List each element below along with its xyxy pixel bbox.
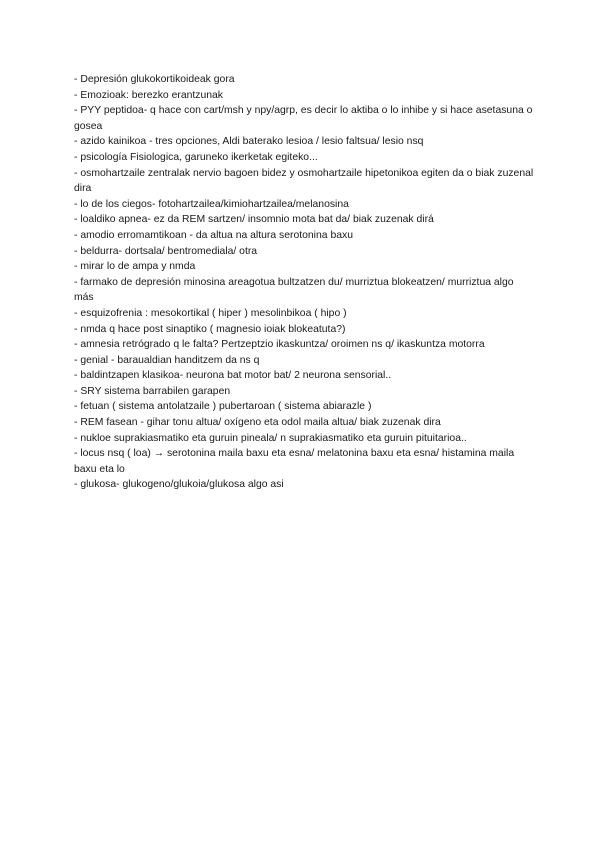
note-line: - fetuan ( sistema antolatzaile ) pubertaroan ( sistema abiarazle ) [74,401,372,413]
note-line: - azido kainikoa - tres opciones, Aldi baterako lesioa / lesio faltsua/ lesio nsq [74,136,424,148]
note-line: - locus nsq ( loa) → serotonina maila baxu eta esna/ melatonina baxu eta esna/ histamina maila baxu eta lo [74,448,515,475]
note-line: - Depresión glukokortikoideak gora [74,74,235,85]
note-line: - osmohartzaile zentralak nervio bagoen bidez y osmohartzaile hipetonikoa egiten da o biak zuzenal dira [74,167,534,195]
note-line: - SRY sistema barrabilen garapen [74,385,231,397]
note-line: - REM fasean - gihar tonu altua/ oxígeno eta odol maila altua/ biak zuzenak dira [74,417,441,429]
note-line: - loaldiko apnea- ez da REM sartzen/ insomnio mota bat da/ biak zuzenak dirá [74,214,434,226]
note-line: - Emozioak: berezko erantzunak [74,89,224,101]
note-line: - nukloe suprakiasmatiko eta guruin pineala/ n suprakiasmatiko eta guruin pituitarioa.. [74,432,467,444]
notes-list [74,72,534,493]
note-line: - baldintzapen klasikoa- neurona bat motor bat/ 2 neurona sensorial.. [74,370,392,382]
note-line: - amnesia retrógrado q le falta? Pertzeptzio ikaskuntza/ oroimen ns q/ ikaskuntza motorra [74,339,485,351]
note-line: - PYY peptidoa- q hace con cart/msh y npy/agrp, es decir lo aktiba o lo inhibe y si hace asetasuna o gosea [74,105,533,132]
note-line: - farmako de depresión minosina areagotua bultzatzen du/ murriztua blokeatzen/ murriztua algo más [74,276,514,304]
note-line: - genial - baraualdian handitzem da ns q [74,354,260,366]
note-line: - beldurra- dortsala/ bentromediala/ otra [74,245,258,257]
note-line: - glukosa- glukogeno/glukoia/glukosa algo asi [74,479,284,491]
note-line: - nmda q hace post sinaptiko ( magnesio ioiak blokeatuta?) [74,323,346,335]
note-line: - mirar lo de ampa y nmda [74,261,196,273]
note-line: - psicología Fisiologica, garuneko ikerketak egiteko... [74,151,318,163]
note-line: - esquizofrenia : mesokortikal ( hiper ) mesolinbikoa ( hipo ) [74,307,347,319]
note-line: - amodio erromamtikoan - da altua na altura serotonina baxu [74,229,353,241]
note-line: - lo de los ciegos- fotohartzailea/kimiohartzailea/melanosina [74,198,349,210]
